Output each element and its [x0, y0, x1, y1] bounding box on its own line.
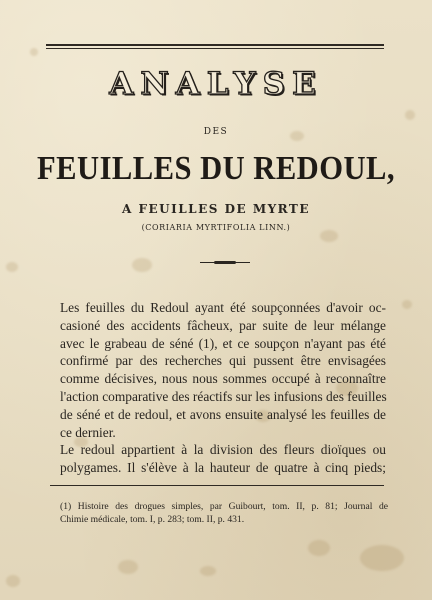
body-line: Les feuilles du Redoul ayant été soupçonnées d'avoir oc-	[60, 300, 386, 315]
foxing-stain	[6, 575, 20, 587]
body-line: de séné et de redoul, et avons ensuite analysé les feuilles de	[60, 406, 386, 422]
footnote-rule	[50, 485, 384, 486]
body-paragraphs	[60, 299, 386, 477]
title-connector: DES	[203, 127, 229, 137]
body-line: casioné des accidents fâcheux, par suite de leur mélange	[60, 317, 386, 333]
foxing-stain	[30, 48, 38, 56]
body-line: l'action comparative des réactifs sur les infusions des feuilles	[60, 388, 387, 404]
page-subject: FEUILLES DU REDOUL,	[37, 150, 395, 187]
body-line: Le redoul appartient à la division des fleurs dioïques ou	[60, 442, 386, 458]
footnote-line: (1) Histoire des drogues simples, par Guibourt, tom. II, p. 81; Journal de	[60, 501, 388, 512]
botanical-name: (CORIARIA MYRTIFOLIA LINN.)	[141, 223, 291, 232]
foxing-stain	[200, 566, 216, 576]
page-subtitle: A FEUILLES DE MYRTE	[121, 202, 310, 216]
ornamental-divider	[200, 261, 250, 264]
page-title: ANALYSE	[109, 66, 323, 102]
body-line: confirmé par des recherches qui pussent être envisagées	[60, 353, 386, 369]
footnote	[60, 500, 388, 526]
foxing-stain	[6, 262, 18, 272]
foxing-stain	[405, 110, 415, 120]
header-double-rule	[46, 44, 384, 49]
foxing-stain	[132, 258, 152, 272]
foxing-stain	[308, 540, 330, 556]
footnote-line: Chimie médicale, tom. I, p. 283; tom. II, p. 431.	[60, 514, 245, 525]
body-line: comme décisives, nous nous sommes occupé à reconnaître	[60, 371, 386, 387]
foxing-stain	[402, 300, 412, 309]
body-line: ce dernier.	[60, 424, 116, 440]
body-line: polygames. Il s'élève à la hauteur de quatre à cinq pieds;	[60, 460, 386, 476]
foxing-stain	[118, 560, 138, 574]
foxing-stain	[360, 545, 404, 571]
body-line: avec le grabeau de séné (1), et ce soupçon n'ayant pas été	[60, 335, 386, 351]
